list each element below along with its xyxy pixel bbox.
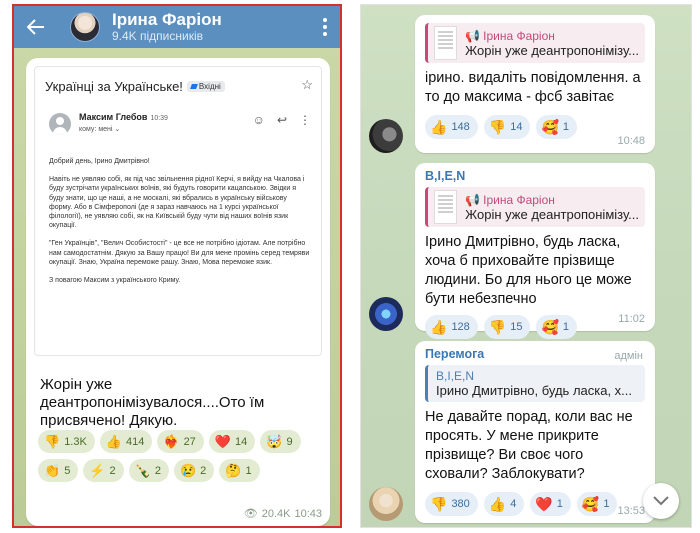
admin-badge: адмін — [614, 350, 643, 362]
email-subject-text: Українці за Українське! — [45, 79, 183, 94]
smiling-hearts-icon: 🥰 — [541, 319, 559, 335]
heart-icon: ❤️ — [535, 496, 553, 512]
reaction-chip[interactable] — [83, 459, 123, 482]
lightning-icon: ⚡ — [89, 463, 106, 478]
reaction-chip[interactable] — [425, 315, 478, 339]
reply-content — [465, 29, 639, 58]
reaction-count: 5 — [64, 464, 71, 477]
reaction-count: 9 — [286, 435, 293, 448]
clap-icon: 👏 — [44, 463, 61, 478]
channel-info[interactable] — [112, 10, 320, 44]
reaction-count: 15 — [510, 321, 523, 333]
message-author[interactable]: Перемога — [425, 347, 485, 361]
scroll-down-button[interactable] — [643, 483, 679, 519]
chevron-down-icon — [653, 496, 669, 506]
inbox-badge — [187, 81, 225, 92]
reaction-chip[interactable] — [425, 492, 478, 516]
reply-author — [465, 29, 639, 43]
user-avatar[interactable] — [369, 487, 403, 521]
inbox-label: Вхідні — [198, 82, 221, 91]
reaction-chip[interactable] — [484, 115, 531, 139]
heart-on-fire-icon: ❤️‍🔥 — [163, 434, 180, 449]
thumbs-down-icon: 👎 — [488, 119, 507, 135]
reaction-count: 27 — [183, 435, 196, 448]
reaction-chip[interactable] — [157, 430, 203, 453]
thumbs-up-icon: 👍 — [430, 319, 448, 335]
reply-quote[interactable] — [425, 23, 645, 63]
message-text: ірино. видаліть повідомлення. а то до максима - фсб завітає — [425, 70, 641, 105]
post-meta — [244, 507, 322, 520]
post-caption: Жорін уже деантропонімізувалося....Ото їм присвячено! Дякую. — [40, 376, 265, 429]
reaction-count: 1 — [245, 464, 252, 477]
comment-bubble[interactable] — [415, 341, 655, 523]
sender-time: 10:39 — [150, 115, 168, 122]
reaction-count: 1.3K — [64, 435, 87, 448]
thumbs-down-icon: 👎 — [430, 496, 448, 512]
message-time: 13:53 — [617, 505, 645, 517]
reply-author-name: Ірина Фаріон — [483, 28, 555, 43]
message-text: Не давайте порад, коли вас не просять. У мене прикрите прізвище? Ви своє чого сховали? Заблокувати? — [425, 409, 633, 482]
subscriber-count: 9.4K підписників — [112, 29, 204, 43]
smiling-hearts-icon: 🥰 — [541, 119, 559, 135]
email-screenshot — [34, 66, 322, 356]
reaction-chip[interactable] — [577, 492, 618, 516]
reply-content — [436, 369, 632, 398]
reaction-count: 2 — [200, 464, 207, 477]
reaction-count: 14 — [510, 121, 523, 133]
message-time: 10:48 — [617, 135, 645, 147]
thumbs-up-icon: 👍 — [488, 496, 507, 512]
reaction-count: 380 — [451, 498, 470, 510]
channel-header — [14, 6, 340, 48]
reaction-count: 4 — [510, 498, 517, 510]
more-icon: ⋮ — [299, 113, 311, 127]
eye-icon: 👁 — [243, 508, 258, 520]
reaction-chip[interactable] — [536, 315, 577, 339]
reaction-chip[interactable] — [484, 315, 531, 339]
reply-snippet: Жорін уже деантропонімізу... — [465, 206, 639, 222]
message-time: 11:02 — [618, 313, 645, 325]
reaction-chip[interactable] — [38, 459, 78, 482]
reaction-chip[interactable] — [38, 430, 95, 453]
channel-post-panel — [12, 4, 342, 528]
reply-snippet: Жорін уже деантропонімізу... — [465, 42, 639, 58]
message-reactions — [425, 492, 645, 516]
thumbs-down-icon: 👎 — [44, 434, 61, 449]
reaction-chip[interactable] — [100, 430, 153, 453]
reply-quote[interactable] — [425, 187, 645, 227]
megaphone-icon: 📢 — [465, 192, 481, 207]
reply-content — [465, 193, 639, 222]
reaction-count: 14 — [235, 435, 248, 448]
reaction-count: 1 — [556, 498, 563, 510]
reaction-count: 1 — [562, 321, 570, 333]
star-icon: ☆ — [301, 77, 313, 92]
reaction-chip[interactable] — [129, 459, 169, 482]
heart-icon: ❤️ — [214, 434, 231, 449]
email-paragraph: Добрий день, Ірино Дмитрівно! — [49, 158, 150, 165]
reply-thumbnail — [434, 26, 457, 60]
smiling-hearts-icon: 🥰 — [581, 496, 600, 512]
email-body — [49, 157, 311, 294]
sender-avatar — [49, 113, 71, 135]
reaction-chip[interactable] — [484, 492, 525, 516]
mind-blown-icon: 🤯 — [266, 434, 283, 449]
reaction-count: 414 — [126, 435, 145, 448]
reaction-chip[interactable] — [536, 115, 577, 139]
message-author[interactable]: B,I,E,N — [425, 169, 466, 183]
comment-bubble[interactable] — [415, 163, 655, 335]
email-paragraph: "Ген Українців", "Велич Особистості" - це все не потрібно ідіотам. Але потрібно нам самодостатнім. Дякую за Вашу працю! Ви для мене промінь серед темряви окупації. Знаю, Україна переможе рашу. Знаю, Мова переможе язик. — [49, 240, 310, 266]
comments-panel — [360, 4, 692, 528]
reply-quote[interactable] — [425, 365, 645, 402]
thumbs-up-icon: 👍 — [105, 434, 123, 449]
reaction-count: 128 — [451, 321, 470, 333]
reaction-chip[interactable] — [209, 430, 255, 453]
email-subject — [45, 79, 225, 94]
user-avatar[interactable] — [369, 119, 403, 153]
emoji-react-icon: ☺ — [252, 113, 265, 127]
sender-name — [79, 112, 168, 122]
message-reactions — [425, 115, 645, 139]
channel-title: Ірина Фаріон — [112, 10, 222, 29]
reaction-count: 2 — [154, 464, 161, 477]
user-avatar[interactable] — [369, 297, 403, 331]
message-text: Ірино Дмитрівно, будь ласка, хоча б приховайте прізвище людини. Бо для нього це може бути небезпечно — [425, 234, 632, 307]
chevron-down-icon: ⌄ — [114, 126, 121, 133]
sender-name-text: Максим Глебов — [79, 112, 148, 122]
message-reactions — [425, 315, 645, 339]
post-time: 10:43 — [294, 507, 322, 520]
recipient-text: кому: мені — [79, 126, 113, 133]
reaction-count: 148 — [451, 121, 470, 133]
reaction-count: 2 — [109, 464, 116, 477]
channel-avatar[interactable] — [70, 12, 100, 42]
reply-author — [465, 193, 639, 207]
recipient-line — [79, 125, 120, 133]
reply-snippet: Ірино Дмитрівно, будь ласка, х... — [436, 383, 633, 398]
reply-icon: ↩ — [276, 113, 287, 127]
email-paragraph: Навіть не уявляю собі, як під час звільнення рідної Керчі, я вийду на Чкалова і буду зустрічати українських воїнів, які будуть говорити кацапською. Звідки я буду знати, що це наші, а не москалі, які вбрались в українську військову форму. Або в Сімферополі (де я зараз навчаюсь на 1 курсі української філології), не уявляю собі, як на Київській буду чути від наших воїнів язик окупації. — [49, 176, 305, 230]
more-options-icon[interactable] — [320, 15, 330, 39]
view-count: 20.4K — [261, 507, 291, 520]
megaphone-icon: 📢 — [465, 28, 481, 43]
reply-author-name: Ірина Фаріон — [483, 192, 555, 207]
thumbs-down-icon: 👎 — [488, 319, 507, 335]
reaction-chip[interactable] — [219, 459, 259, 482]
back-arrow-icon[interactable] — [24, 15, 48, 39]
champagne-icon: 🍾 — [134, 463, 151, 478]
reply-thumbnail — [434, 190, 457, 224]
crying-face-icon: 😢 — [179, 463, 197, 478]
reaction-chip[interactable] — [425, 115, 478, 139]
reaction-count: 1 — [603, 498, 610, 510]
thinking-face-icon: 🤔 — [225, 463, 242, 478]
inbox-label-icon — [190, 84, 198, 89]
post-reactions — [38, 430, 328, 482]
reply-author-name: B,I,E,N — [436, 369, 475, 383]
channel-post — [26, 58, 330, 526]
reaction-chip[interactable] — [530, 492, 571, 516]
email-paragraph: З повагою Максим з українського Криму. — [49, 277, 181, 285]
reaction-count: 1 — [562, 121, 570, 133]
reaction-chip[interactable] — [174, 459, 214, 482]
email-actions — [253, 113, 311, 127]
comment-bubble[interactable] — [415, 15, 655, 153]
thumbs-up-icon: 👍 — [430, 119, 448, 135]
reaction-chip[interactable] — [260, 430, 300, 453]
